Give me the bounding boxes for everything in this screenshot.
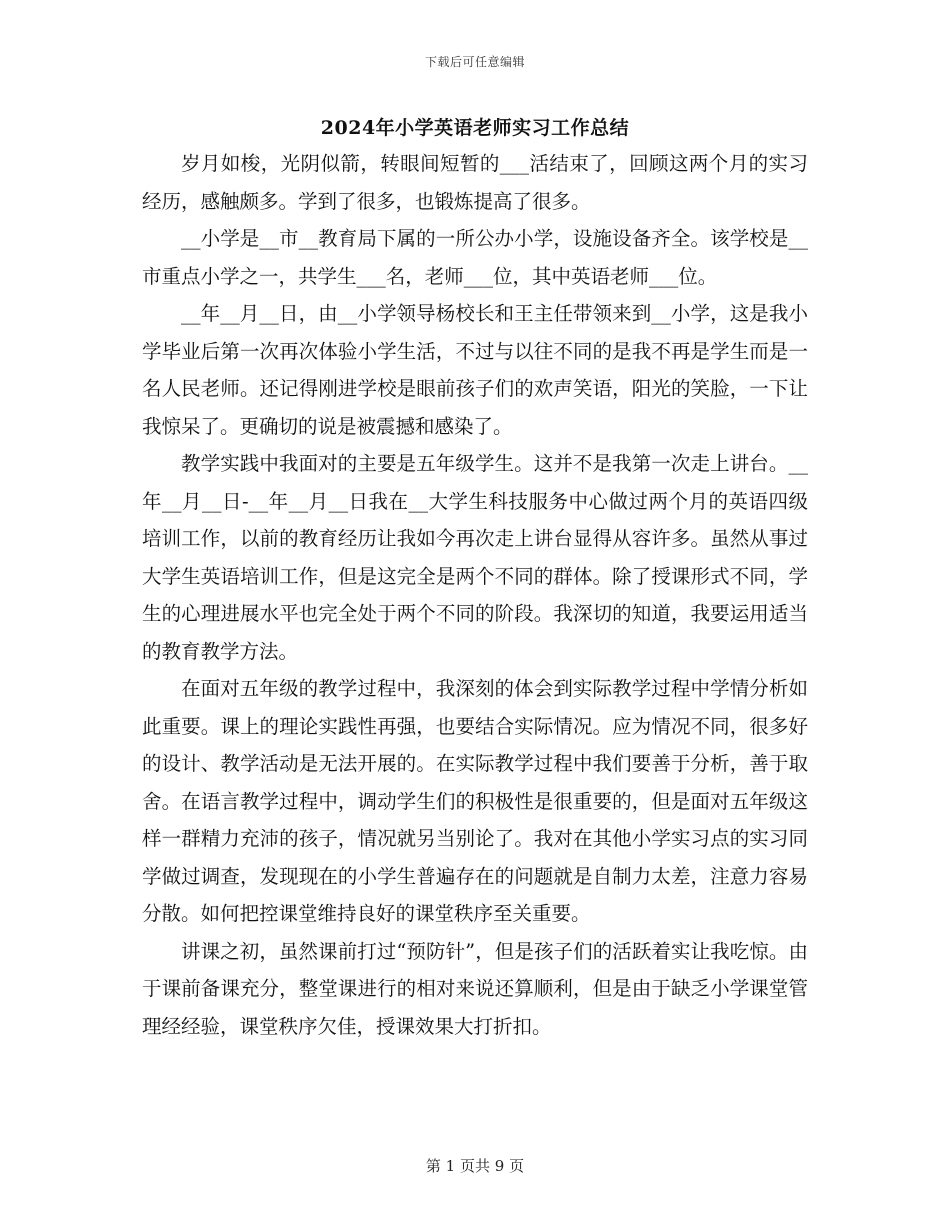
document-title: 2024年小学英语老师实习工作总结 — [320, 117, 630, 139]
paragraph: 讲课之初，虽然课前打过“预防针”，但是孩子们的活跃着实让我吃惊。由于课前备课充分，整堂课进行的相对来说还算顺利，但是由于缺乏小学课堂管理经经验，课堂秩序欠佳，授课效果大打折扣。 — [142, 939, 808, 1038]
page-number: 第 1 页共 9 页 — [425, 1157, 525, 1175]
paragraph: 岁月如梭，光阴似箭，转眼间短暂的___活结束了，回顾这两个月的实习经历，感触颇多。学到了很多，也锻炼提高了很多。 — [142, 152, 808, 213]
paragraph: 教学实践中我面对的主要是五年级学生。这并不是我第一次走上讲台。__年__月__日-__年__月__日我在__大学生科技服务中心做过两个月的英语四级培训工作，以前的教育经历让我如今再次走上讲台显得从容许多。虽然从事过大学生英语培训工作，但是这完全是两个不同的群体。除了授课形式不同，学生的心理进展水平也完全处于两个不同的阶段。我深切的知道，我要运用适当的教育教学方法。 — [142, 452, 808, 663]
page-header-note: 下载后可任意编辑 — [424, 55, 525, 69]
document-body — [142, 145, 808, 1045]
paragraph: __年__月__日，由__小学领导杨校长和王主任带领来到__小学，这是我小学毕业后第一次再次体验小学生活，不过与以往不同的是我不再是学生而是一名人民老师。还记得刚进学校是眼前孩子们的欢声笑语，阳光的笑脸，一下让我惊呆了。更确切的说是被震撼和感染了。 — [142, 302, 808, 438]
paragraph: __小学是__市__教育局下属的一所公办小学，设施设备齐全。该学校是__市重点小学之一，共学生___名，老师___位，其中英语老师___位。 — [142, 227, 808, 288]
paragraph: 在面对五年级的教学过程中，我深刻的体会到实际教学过程中学情分析如此重要。课上的理论实践性再强，也要结合实际情况。应为情况不同，很多好的设计、教学活动是无法开展的。在实际教学过程中我们要善于分析，善于取舍。在语言教学过程中，调动学生们的积极性是很重要的，但是面对五年级这样一群精力充沛的孩子，情况就另当别论了。我对在其他小学实习点的实习同学做过调查，发现现在的小学生普遍存在的问题就是自制力太差，注意力容易分散。如何把控课堂维持良好的课堂秩序至关重要。 — [142, 677, 808, 925]
